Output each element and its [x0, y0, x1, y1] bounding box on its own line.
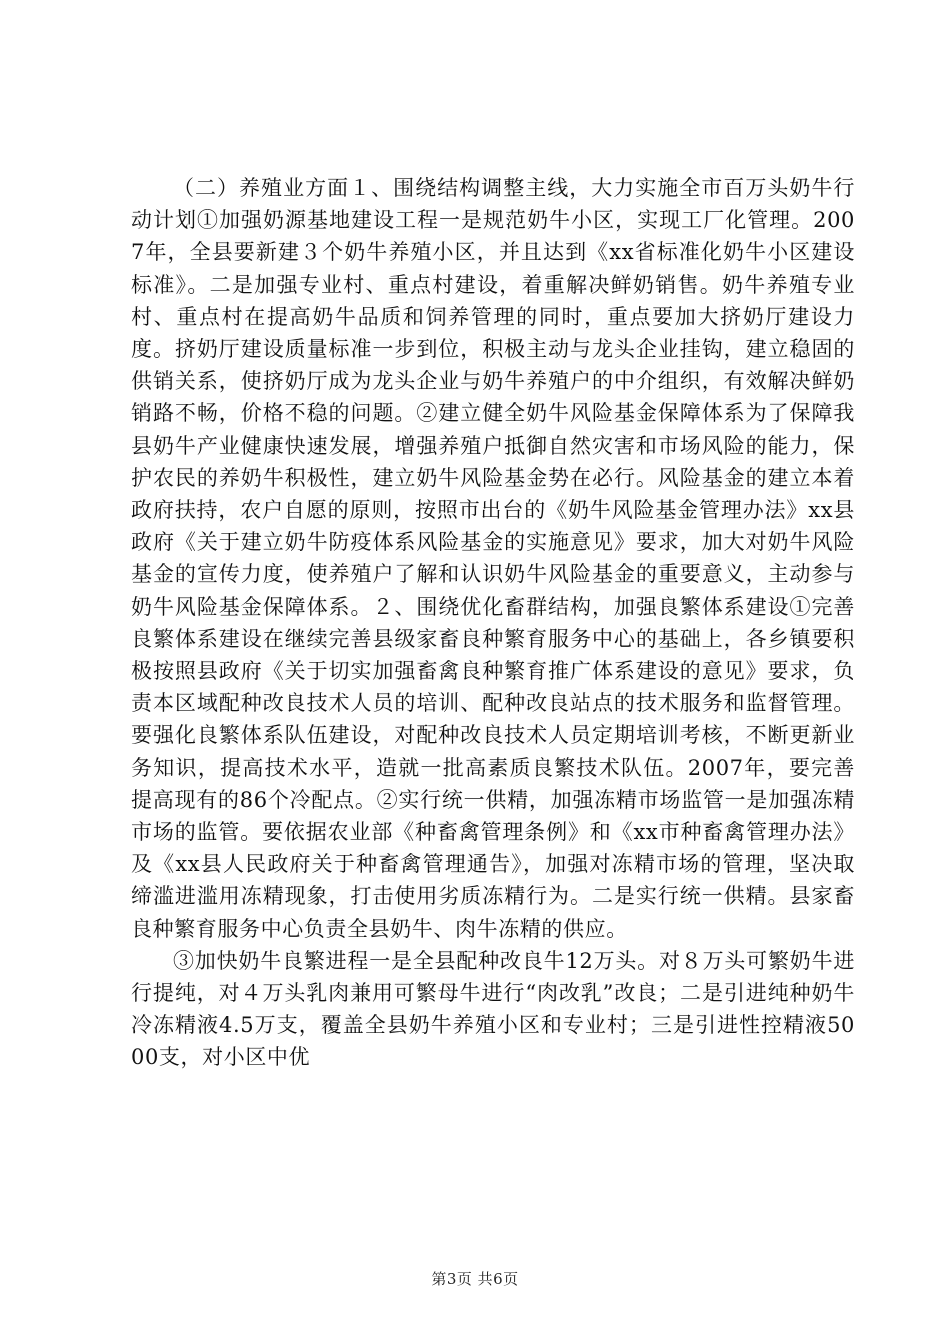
paragraph-breeding-progress: ③加快奶牛良繁进程一是全县配种改良牛12万头。对８万头可繁奶牛进行提纯，对４万头乳肉兼用可繁母牛进行“肉改乳”改良；二是引进纯种奶牛冷冻精液4.5万支，覆盖全县奶牛养殖小区和专业村；三是引进性控精液5000支，对小区中优	[131, 948, 855, 1070]
document-body	[131, 172, 855, 1074]
page-footer: 第3页 共6页	[431, 1270, 519, 1288]
paragraph-livestock-plan: （二）养殖业方面１、围绕结构调整主线，大力实施全市百万头奶牛行动计划①加强奶源基地建设工程一是规范奶牛小区，实现工厂化管理。2007年，全县要新建３个奶牛养殖小区，并且达到《xx省标准化奶牛小区建设标准》。二是加强专业村、重点村建设，着重解决鲜奶销售。奶牛养殖专业村、重点村在提高奶牛品质和饲养管理的同时，重点要加大挤奶厅建设力度。挤奶厅建设质量标准一步到位，积极主动与龙头企业挂钩，建立稳固的供销关系，使挤奶厅成为龙头企业与奶牛养殖户的中介组织，有效解决鲜奶销路不畅，价格不稳的问题。②建立健全奶牛风险基金保障体系为了保障我县奶牛产业健康快速发展，增强养殖户抵御自然灾害和市场风险的能力，保护农民的养奶牛积极性，建立奶牛风险基金势在必行。风险基金的建立本着政府扶持，农户自愿的原则，按照市出台的《奶牛风险基金管理办法》xx县政府《关于建立奶牛防疫体系风险基金的实施意见》要求，加大对奶牛风险基金的宣传力度，使养殖户了解和认识奶牛风险基金的重要意义，主动参与奶牛风险基金保障体系。２、围绕优化畜群结构，加强良繁体系建设①完善良繁体系建设在继续完善县级家畜良种繁育服务中心的基础上，各乡镇要积极按照县政府《关于切实加强畜禽良种繁育推广体系建设的意见》要求，负责本区域配种改良技术人员的培训、配种改良站点的技术服务和监督管理。要强化良繁体系队伍建设，对配种改良技术人员定期培训考核，不断更新业务知识，提高技术水平，造就一批高素质良繁技术队伍。2007年，要完善提高现有的86个冷配点。②实行统一供精，加强冻精市场监管一是加强冻精市场的监管。要依据农业部《种畜禽管理条例》和《xx市种畜禽管理办法》及《xx县人民政府关于种畜禽管理通告》，加强对冻精市场的管理，坚决取缔滥进滥用冻精现象，打击使用劣质冻精行为。二是实行统一供精。县家畜良种繁育服务中心负责全县奶牛、肉牛冻精的供应。	[131, 176, 855, 941]
